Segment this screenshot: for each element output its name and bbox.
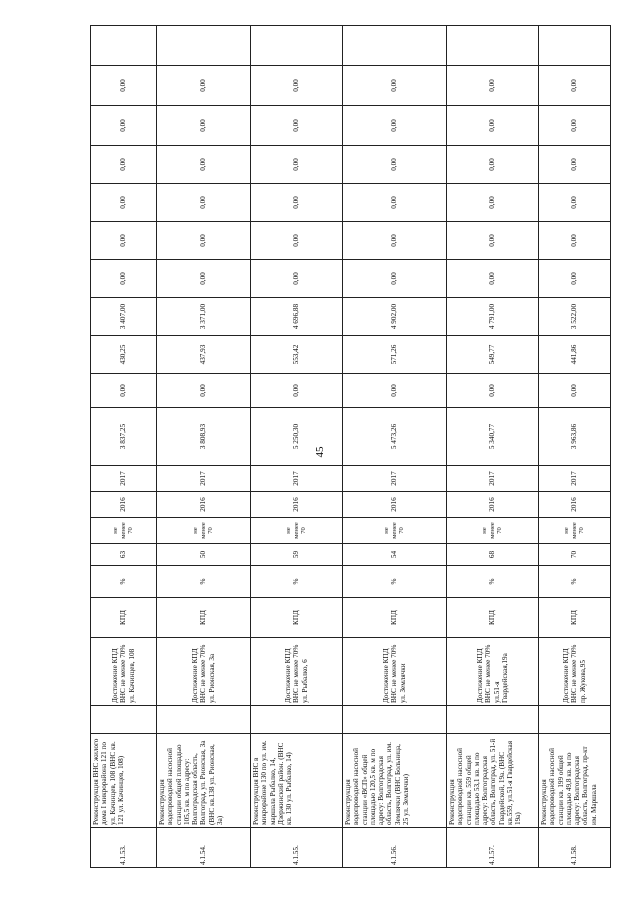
value-9: 0,00 [91, 106, 157, 146]
base-value: 63 [91, 544, 157, 566]
unit: % [539, 566, 611, 598]
total-cost: 3 808,93 [157, 408, 251, 466]
indicator: КПД [91, 598, 157, 638]
value-5: 0,00 [539, 260, 611, 298]
empty-cell [447, 26, 539, 66]
value-7: 0,00 [343, 184, 447, 222]
unit: % [251, 566, 343, 598]
value-9: 0,00 [539, 106, 611, 146]
empty-cell [539, 26, 611, 66]
value-10: 0,00 [539, 66, 611, 106]
base-value: 50 [157, 544, 251, 566]
start-year: 2016 [539, 492, 611, 518]
value-5: 0,00 [157, 260, 251, 298]
value-2: 0,00 [91, 374, 157, 408]
value-4: 4 696,88 [251, 298, 343, 336]
empty-cell [251, 706, 343, 734]
value-5: 0,00 [343, 260, 447, 298]
target-value: не менее 70 [539, 518, 611, 544]
value-10: 0,00 [343, 66, 447, 106]
table-row [343, 26, 447, 868]
base-value: 68 [447, 544, 539, 566]
value-7: 0,00 [447, 184, 539, 222]
indicator: КПД [343, 598, 447, 638]
value-4: 3 371,00 [157, 298, 251, 336]
target-value: не менее 70 [157, 518, 251, 544]
value-8: 0,00 [447, 146, 539, 184]
empty-cell [539, 706, 611, 734]
value-3: 437,93 [157, 336, 251, 374]
row-number: 4.1.54. [157, 828, 251, 868]
empty-cell [91, 706, 157, 734]
value-6: 0,00 [539, 222, 611, 260]
unit: % [91, 566, 157, 598]
project-goal: Достижение КПД ВНС не менее 70% ул. Рыбалко, 6 [251, 638, 343, 706]
unit: % [157, 566, 251, 598]
table-row [251, 26, 343, 868]
value-10: 0,00 [251, 66, 343, 106]
value-8: 0,00 [91, 146, 157, 184]
unit: % [447, 566, 539, 598]
end-year: 2017 [91, 466, 157, 492]
target-value: не менее 70 [343, 518, 447, 544]
value-3: 441,86 [539, 336, 611, 374]
row-number: 4.1.56. [343, 828, 447, 868]
table-row [91, 26, 157, 868]
rotated-table-container [90, 28, 610, 868]
value-5: 0,00 [251, 260, 343, 298]
project-name: Реконструкция водопроводной насосной станции «ВСП» общей площадью 120,5 кв. м по адресу: Волгоградская область, Волгоград, ул. им. Землячки (ВНС Больница, 25 ул. Землячки) [343, 734, 447, 828]
target-value: не менее 70 [447, 518, 539, 544]
table-row [539, 26, 611, 868]
project-goal: Достижение КПД ВНС не менее 70% ул. Рионская, 3а [157, 638, 251, 706]
value-8: 0,00 [251, 146, 343, 184]
value-4: 4 902,00 [343, 298, 447, 336]
value-4: 3 522,00 [539, 298, 611, 336]
value-4: 4 791,00 [447, 298, 539, 336]
value-7: 0,00 [539, 184, 611, 222]
project-goal: Достижение КПД ВНС не менее 70% пр. Жукова,95 [539, 638, 611, 706]
table-row [447, 26, 539, 868]
project-goal: Достижение КПД ВНС не менее 70% ул.51-я Гвардейская,19а [447, 638, 539, 706]
indicator: КПД [251, 598, 343, 638]
value-8: 0,00 [157, 146, 251, 184]
value-3: 553,42 [251, 336, 343, 374]
value-4: 3 407,00 [91, 298, 157, 336]
total-cost: 5 250,30 [251, 408, 343, 466]
value-2: 0,00 [539, 374, 611, 408]
value-10: 0,00 [91, 66, 157, 106]
total-cost: 5 340,77 [447, 408, 539, 466]
value-7: 0,00 [157, 184, 251, 222]
end-year: 2017 [343, 466, 447, 492]
start-year: 2016 [91, 492, 157, 518]
project-name: Реконструкция водопроводной насосной станции кв. 559 общей площадью 53,1 кв. м по адресу: Волгоградская область, Волгоград, ул. 51-й Гвардейской, 19а. (ВНС кв.559, ул.51-я Гвардейская 19а) [447, 734, 539, 828]
row-number: 4.1.55. [251, 828, 343, 868]
project-name: Реконструкция ВНС в микрорайоне 130 по ул. им. маршала Рыбалко, 14, Дзержинский район. (ВНС кв. 130 ул. Рыбалко, 14) [251, 734, 343, 828]
empty-cell [157, 706, 251, 734]
value-9: 0,00 [447, 106, 539, 146]
value-7: 0,00 [251, 184, 343, 222]
project-name: Реконструкция водопроводной насосной станции общей площадью 105,5 кв. м по адресу: Волгоградская область, Волгоград, ул. Рионская, 3а (ВНС кв.138 ул. Рионская, 3а) [157, 734, 251, 828]
table-row [157, 26, 251, 868]
end-year: 2017 [251, 466, 343, 492]
empty-cell [251, 26, 343, 66]
page-number: 45 [314, 446, 326, 458]
project-name: Реконструкция водопроводной насосной станции кв. 199 общей площадью 49,8 кв. м по адресу: Волгоградская область, Волгоград, пр-кт им. Маршала [539, 734, 611, 828]
total-cost: 3 837,25 [91, 408, 157, 466]
empty-cell [343, 706, 447, 734]
value-6: 0,00 [251, 222, 343, 260]
start-year: 2016 [251, 492, 343, 518]
project-name: Реконструкция ВНС жилого дома I микрорайона 121 по ул. Качинцев, 108 (ВНС кв. 121 ул. Качинцев, 108) [91, 734, 157, 828]
total-cost: 3 963,86 [539, 408, 611, 466]
value-9: 0,00 [157, 106, 251, 146]
base-value: 54 [343, 544, 447, 566]
row-number: 4.1.53. [91, 828, 157, 868]
value-8: 0,00 [539, 146, 611, 184]
value-6: 0,00 [343, 222, 447, 260]
indicator: КПД [447, 598, 539, 638]
value-8: 0,00 [343, 146, 447, 184]
start-year: 2016 [157, 492, 251, 518]
project-goal: Достижение КПД ВНС не менее 70% ул. Качинцев, 108 [91, 638, 157, 706]
value-6: 0,00 [157, 222, 251, 260]
total-cost: 5 473,26 [343, 408, 447, 466]
value-10: 0,00 [447, 66, 539, 106]
indicator: КПД [539, 598, 611, 638]
row-number: 4.1.58. [539, 828, 611, 868]
value-2: 0,00 [447, 374, 539, 408]
value-5: 0,00 [447, 260, 539, 298]
end-year: 2017 [157, 466, 251, 492]
value-3: 571,26 [343, 336, 447, 374]
base-value: 70 [539, 544, 611, 566]
value-2: 0,00 [343, 374, 447, 408]
target-value: не менее 70 [91, 518, 157, 544]
value-2: 0,00 [157, 374, 251, 408]
value-2: 0,00 [251, 374, 343, 408]
end-year: 2017 [539, 466, 611, 492]
value-6: 0,00 [447, 222, 539, 260]
target-value: не менее 70 [251, 518, 343, 544]
value-6: 0,00 [91, 222, 157, 260]
project-goal: Достижение КПД ВНС не менее 70% ул. Землячки [343, 638, 447, 706]
end-year: 2017 [447, 466, 539, 492]
empty-cell [157, 26, 251, 66]
value-9: 0,00 [343, 106, 447, 146]
value-3: 430,25 [91, 336, 157, 374]
empty-cell [91, 26, 157, 66]
empty-cell [447, 706, 539, 734]
start-year: 2016 [447, 492, 539, 518]
base-value: 59 [251, 544, 343, 566]
value-3: 549,77 [447, 336, 539, 374]
row-number: 4.1.57. [447, 828, 539, 868]
unit: % [343, 566, 447, 598]
value-9: 0,00 [251, 106, 343, 146]
value-7: 0,00 [91, 184, 157, 222]
project-table [90, 25, 611, 868]
value-5: 0,00 [91, 260, 157, 298]
empty-cell [343, 26, 447, 66]
value-10: 0,00 [157, 66, 251, 106]
start-year: 2016 [343, 492, 447, 518]
indicator: КПД [157, 598, 251, 638]
